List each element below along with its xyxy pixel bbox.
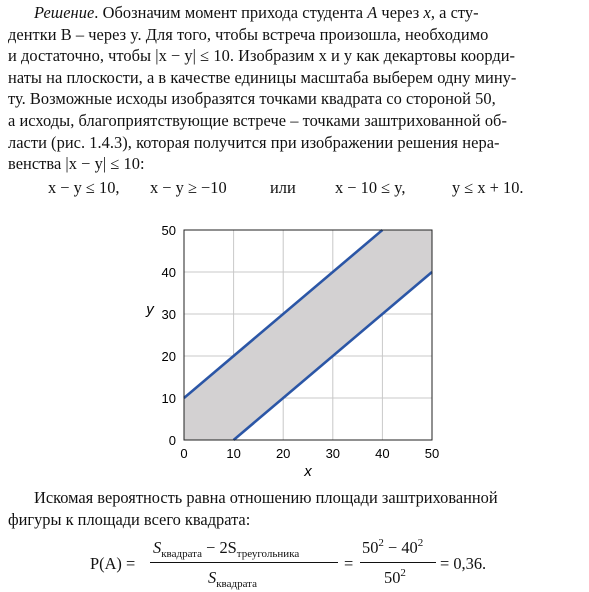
- x-tick-label: 0: [180, 446, 188, 461]
- formula-denominator-2: [384, 568, 406, 588]
- x-tick-label: 40: [375, 446, 390, 461]
- line-5: ту. Возможные исходы изобразятся точками квадрата со стороной 50,: [8, 89, 496, 109]
- number: − 40: [383, 538, 418, 557]
- inequality-1: x − y ≤ 10,: [48, 178, 120, 197]
- line-6: а исходы, благоприятствующие встрече – точками заштрихованной об-: [8, 110, 507, 130]
- meeting-region-chart: [120, 218, 450, 480]
- number: 50: [384, 568, 401, 587]
- subscript: квадрата: [161, 548, 202, 560]
- formula-denominator: [208, 568, 257, 588]
- solution-paragraph: [8, 2, 580, 175]
- inequalities-row: [0, 178, 589, 200]
- text-span: , а сту-: [430, 3, 479, 22]
- formula-numerator: [153, 538, 299, 558]
- symbol-s: S: [208, 568, 217, 587]
- shaded-region: [184, 230, 432, 440]
- exponent: 2: [378, 537, 384, 549]
- formula-lhs: P(A) =: [90, 554, 136, 573]
- fraction-bar-2: [360, 562, 436, 563]
- line-2: дентки B – через y. Для того, чтобы встреча произошла, необходимо: [8, 24, 489, 44]
- or-word: или: [270, 178, 296, 197]
- text-span: . Обозначим момент прихода студента: [94, 3, 368, 22]
- line-4: наты на плоскости, а в качестве единицы масштаба выберем одну мину-: [8, 67, 517, 87]
- probability-formula: [0, 534, 589, 592]
- formula-part: − 2S: [202, 538, 237, 557]
- x-tick-label: 50: [424, 446, 440, 461]
- x-tick-label: 20: [275, 446, 291, 461]
- probability-paragraph: [8, 487, 580, 530]
- y-axis-label: y: [146, 301, 154, 318]
- symbol-s: S: [153, 538, 162, 557]
- variable-x: x: [423, 3, 431, 22]
- inequality-4: y ≤ x + 10.: [452, 178, 524, 197]
- para2-line-1: Искомая вероятность равна отношению площади заштрихованной: [34, 488, 498, 507]
- text-span: через: [377, 3, 424, 22]
- exponent: 2: [400, 567, 406, 579]
- variable-a: A: [367, 3, 378, 22]
- x-tick-labels: [180, 446, 439, 461]
- formula-equals: =: [344, 554, 354, 573]
- fraction-bar-1: [150, 562, 338, 563]
- inequality-3: x − 10 ≤ y,: [335, 178, 406, 197]
- y-tick-label: 50: [161, 223, 176, 238]
- y-tick-label: 40: [161, 265, 176, 280]
- formula-result: = 0,36.: [440, 554, 487, 573]
- para2-line-2: фигуры к площади всего квадрата:: [8, 509, 251, 529]
- exponent: 2: [417, 537, 424, 549]
- y-tick-label: 10: [161, 391, 176, 406]
- number: 50: [362, 538, 379, 557]
- y-tick-label: 30: [161, 307, 176, 322]
- formula-numerator-2: [362, 538, 423, 558]
- inequality-2: x − y ≥ −10: [150, 178, 227, 197]
- line-3: и достаточно, чтобы |x − y| ≤ 10. Изобразим x и y как декартовы коорди-: [8, 46, 516, 66]
- y-tick-label: 20: [161, 349, 176, 364]
- line-1: [8, 2, 580, 24]
- line-7: ласти (рис. 1.4.3), которая получится при изображении решения нера-: [8, 132, 500, 152]
- line-8: венства |x − y| ≤ 10:: [8, 154, 145, 174]
- x-axis-label: x: [304, 463, 312, 480]
- x-tick-label: 30: [325, 446, 341, 461]
- solution-heading: Решение: [34, 3, 95, 22]
- y-tick-labels: [162, 223, 176, 448]
- subscript: треугольника: [236, 548, 300, 560]
- y-tick-label: 0: [168, 433, 176, 448]
- x-tick-label: 10: [226, 446, 241, 461]
- subscript: квадрата: [216, 578, 257, 590]
